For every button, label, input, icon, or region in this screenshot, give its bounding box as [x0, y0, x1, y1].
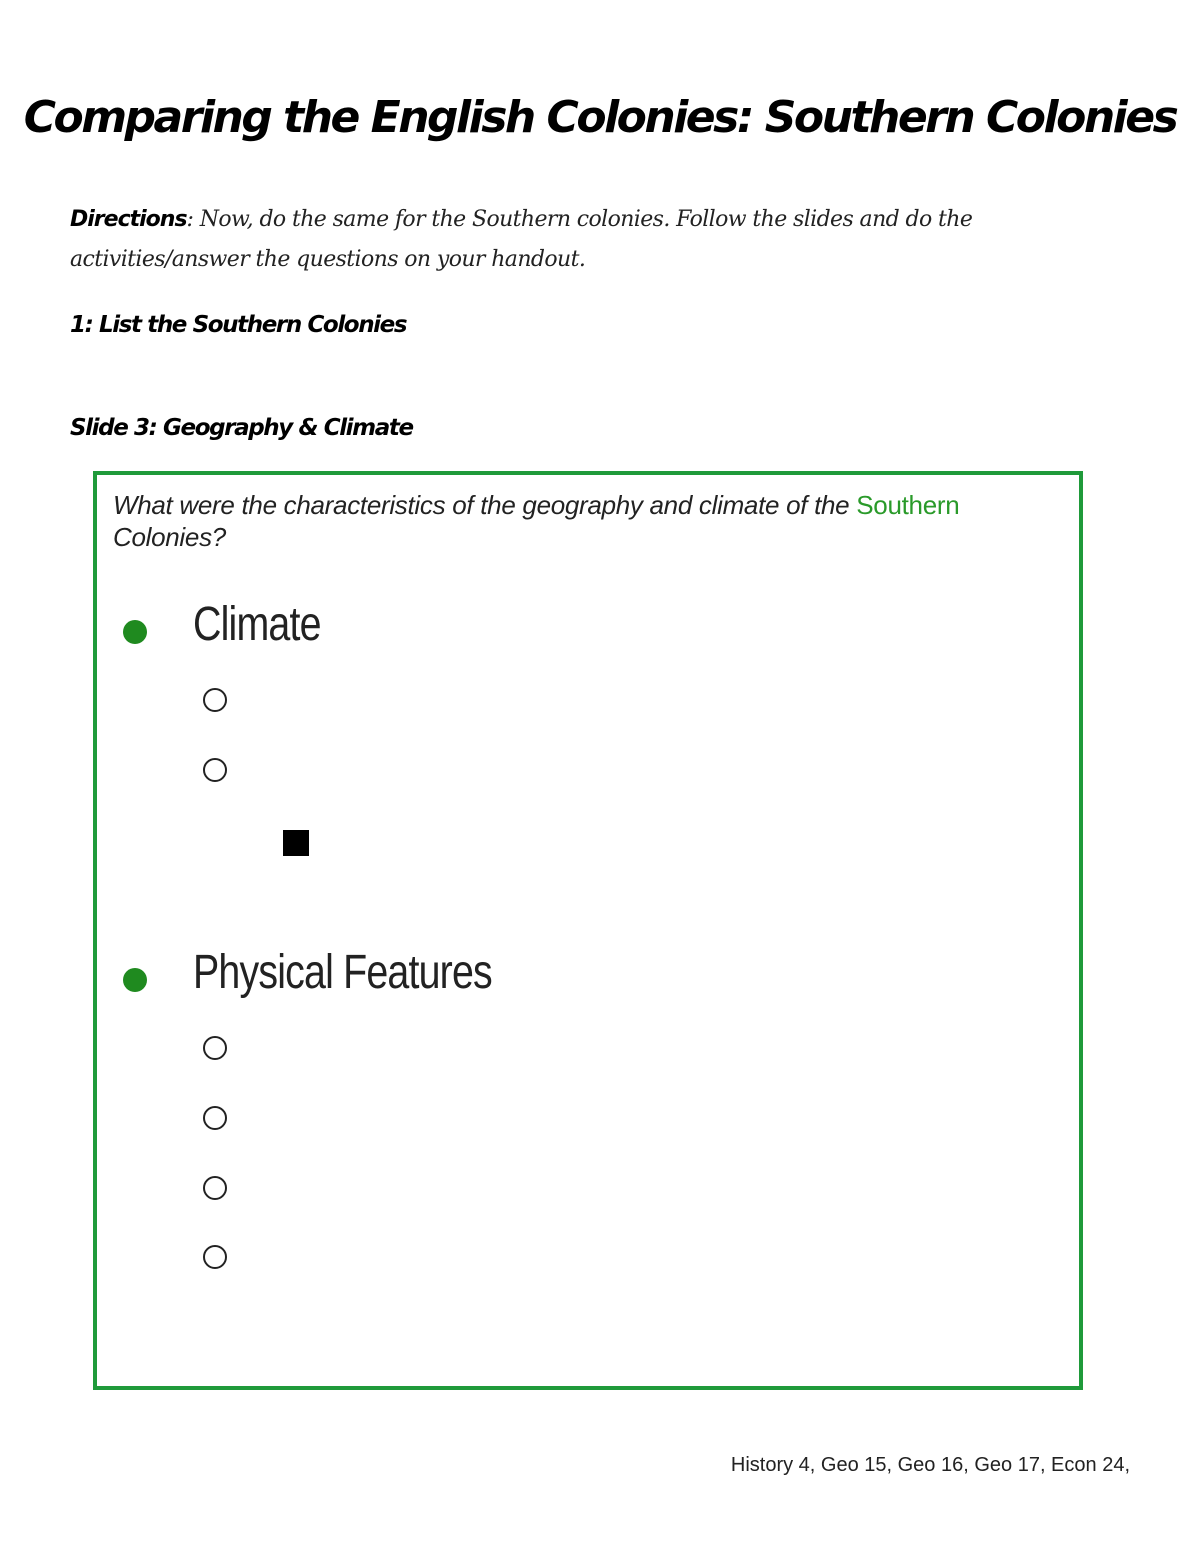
bullet-dot-icon — [123, 968, 147, 992]
slide-answer-box — [93, 471, 1083, 1390]
directions-paragraph — [70, 200, 1130, 280]
bullet-label-physical-features: Physical Features — [193, 946, 492, 999]
hollow-circle-bullet-icon — [203, 1036, 227, 1060]
directions-text: : Now, do the same for the Southern colonies. Follow the slides and do the activities/answer the questions on your handout. — [70, 207, 973, 272]
hollow-circle-bullet-icon — [203, 1245, 227, 1269]
section-heading-list-colonies: 1: List the Southern Colonies — [70, 312, 407, 338]
page-title: Comparing the English Colonies: Southern Colonies — [23, 92, 1177, 143]
slide-question-accent: Southern — [856, 490, 960, 520]
bullet-dot-icon — [123, 620, 147, 644]
hollow-circle-bullet-icon — [203, 688, 227, 712]
square-bullet-icon — [283, 830, 309, 856]
hollow-circle-bullet-icon — [203, 758, 227, 782]
directions-label: Directions — [70, 207, 187, 232]
section-heading-geography-climate: Slide 3: Geography & Climate — [70, 415, 413, 441]
slide-question — [113, 489, 1013, 553]
hollow-circle-bullet-icon — [203, 1176, 227, 1200]
footer-standards: History 4, Geo 15, Geo 16, Geo 17, Econ 24, — [730, 1454, 1130, 1476]
hollow-circle-bullet-icon — [203, 1106, 227, 1130]
slide-question-text: What were the characteristics of the geography and climate of the — [113, 490, 857, 520]
bullet-label-climate: Climate — [193, 598, 321, 651]
slide-question-end: Colonies? — [113, 522, 226, 552]
